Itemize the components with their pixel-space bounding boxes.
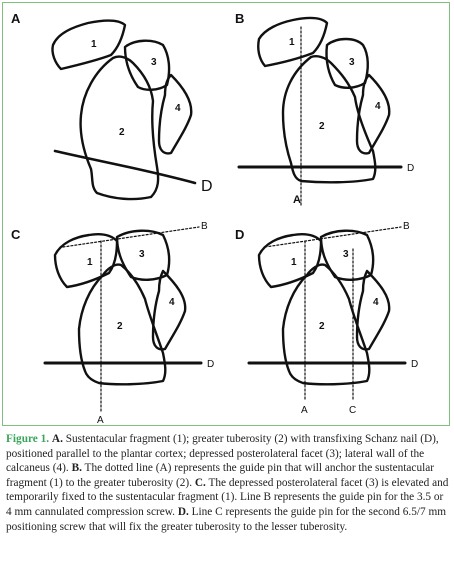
schanz-nail-d — [55, 151, 195, 183]
label-line-d: D — [207, 359, 215, 370]
panel-d-letter: D — [235, 227, 245, 242]
label-fragment-3: 3 — [139, 249, 145, 260]
label-fragment-1: 1 — [291, 257, 297, 268]
label-fragment-1: 1 — [91, 39, 97, 50]
label-fragment-3: 3 — [343, 249, 349, 260]
label-fragment-2: 2 — [319, 121, 325, 132]
panel-a-letter: A — [11, 11, 21, 26]
caption-text-d: Line C represents the guide pin for the second 6.5/7 mm positioning screw that will fix the greater tuberosity to the lesser tuberosity. — [6, 505, 447, 533]
label-fragment-4: 4 — [175, 103, 181, 114]
panel-a-drawing — [52, 21, 195, 199]
label-line-d: D — [411, 359, 419, 370]
panel-c-drawing — [45, 227, 201, 411]
caption-label-d: D. — [177, 505, 189, 518]
caption-text-b: The dotted line (A) represents the guide pin that will anchor the sustentacular fragment (1) to the greater tuberosity (2). — [6, 462, 435, 489]
figure-drawing — [3, 3, 451, 427]
label-fragment-3: 3 — [349, 57, 355, 68]
caption-text-c: The depressed posterolateral facet (3) is elevated and temporarily fixed to the sustentacular fragment (1). Line B represents the guide pin for the 3.5 or 4 mm cannulated compression screw. — [6, 476, 449, 518]
panel-b-letter: B — [235, 11, 245, 26]
label-line-a: A — [293, 194, 301, 206]
caption-label-c: C. — [194, 476, 206, 489]
label-line-d: D — [201, 178, 213, 195]
label-fragment-4: 4 — [373, 297, 379, 308]
label-fragment-2: 2 — [119, 127, 125, 138]
panel-d-drawing — [249, 227, 405, 399]
label-fragment-4: 4 — [375, 101, 381, 112]
label-fragment-4: 4 — [169, 297, 175, 308]
label-line-b: B — [403, 221, 410, 232]
caption-label-a: A. — [51, 433, 63, 445]
fragment-1-outline — [52, 21, 125, 69]
figure-panel — [2, 2, 450, 426]
label-fragment-3: 3 — [151, 57, 157, 68]
label-line-a: A — [301, 405, 308, 416]
label-fragment-2: 2 — [117, 321, 123, 332]
label-line-d: D — [407, 163, 415, 174]
label-fragment-1: 1 — [289, 37, 295, 48]
label-line-a: A — [97, 415, 104, 426]
figure-label: Figure 1. — [6, 433, 50, 445]
figure-caption — [6, 432, 450, 534]
label-fragment-2: 2 — [319, 321, 325, 332]
label-line-c: C — [349, 405, 357, 416]
caption-label-b: B. — [71, 462, 82, 475]
label-fragment-1: 1 — [87, 257, 93, 268]
label-line-b: B — [201, 221, 208, 232]
panel-b-drawing — [239, 18, 401, 207]
panel-c-letter: C — [11, 227, 21, 242]
caption-text-a: Sustentacular fragment (1); greater tuberosity (2) with transfixing Schanz nail (D), positioned parallel to the plantar cortex; depressed posterolateral facet (3); lateral wall of the calcaneus (4). — [6, 433, 439, 475]
